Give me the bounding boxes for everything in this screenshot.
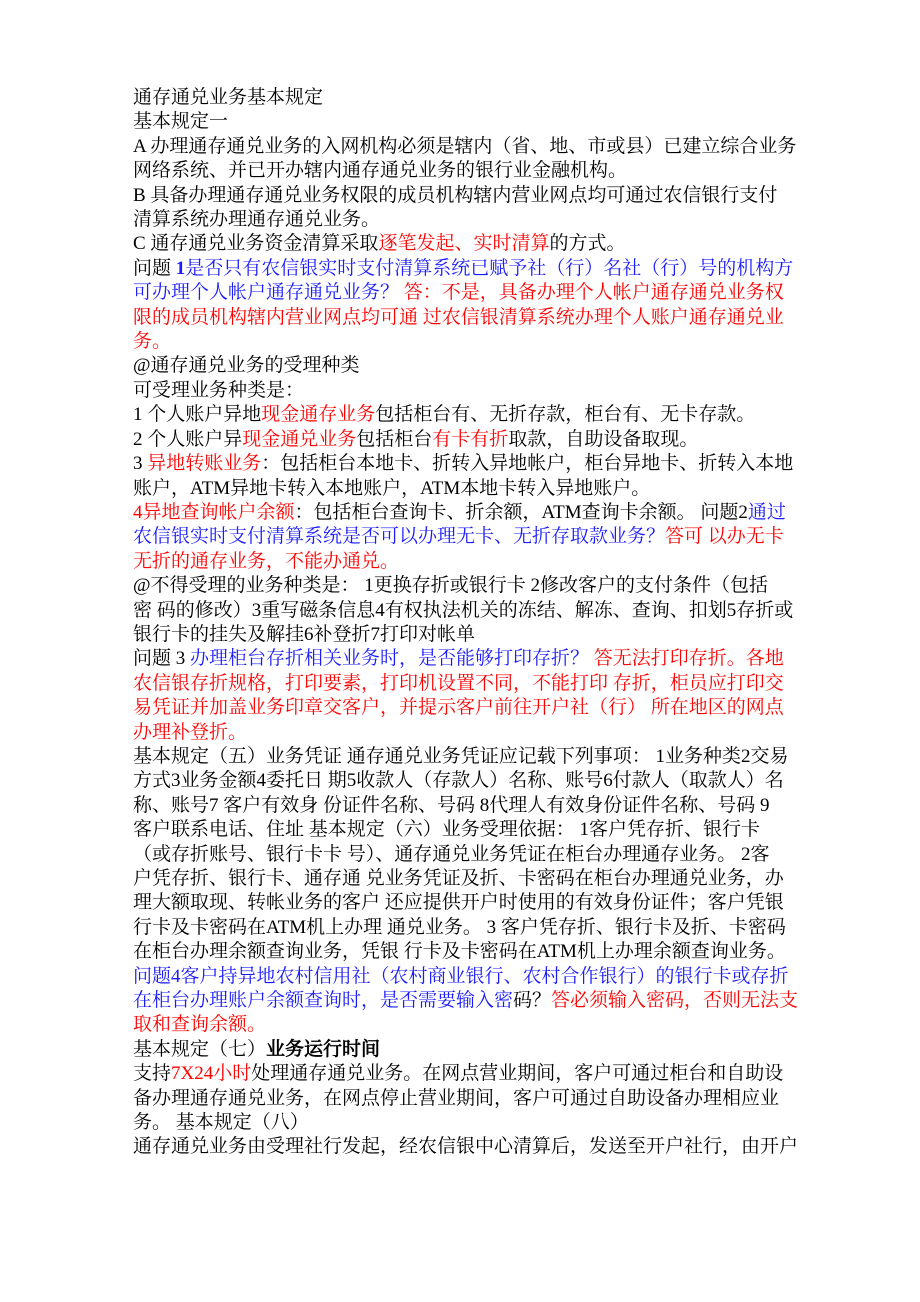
text-run: 务。 基本规定（八）	[133, 1112, 309, 1134]
text-line	[133, 232, 801, 256]
text-run: 问题4客户持异地农村信用社（农村商业银行、农村合作银行）的银行卡或存折	[133, 965, 789, 987]
text-run: A 办理通存通兑业务的入网机构必须是辖内（省、地、市或县）已建立综合业务	[133, 135, 797, 157]
text-run: 答可 以办无卡	[665, 526, 784, 548]
text-run: 4	[133, 501, 143, 523]
text-run: 2 个人账户异	[133, 428, 243, 450]
text-run: 包括柜台	[356, 428, 433, 450]
text-run: 农信银存折规格，打印要素，打印机设置不同，不能打印 存折，柜员应打印交	[133, 672, 784, 694]
text-run: 的方式。	[549, 233, 626, 255]
text-line	[133, 1013, 801, 1037]
text-run: 答无法打印存折。各地	[589, 648, 784, 670]
text-run: @不得受理的业务种类是： 1更换存折或银行卡 2修改客户的支付条件（包括	[133, 575, 768, 597]
text-run: 网络系统、并已开办辖内通存通兑业务的银行业金融机构。	[133, 160, 628, 182]
text-line	[133, 86, 801, 110]
text-run: 方式3业务金额4委托日 期5收款人（存款人）名称、账号6付款人（取款人）名	[133, 770, 784, 792]
text-line	[133, 525, 801, 549]
text-line	[133, 696, 801, 720]
text-run: 是否只有农信银实时支付清算系统已赋予社（行）名社（行）号的机构方	[185, 257, 794, 279]
text-line	[133, 989, 801, 1013]
text-line	[133, 599, 801, 623]
document-body	[133, 86, 801, 1160]
text-line	[133, 721, 801, 745]
text-line	[133, 354, 801, 378]
text-run: 在柜台办理余额查询业务，凭银 行卡及卡密码在ATM机上办理余额查询业务。	[133, 941, 786, 963]
text-line	[133, 208, 801, 232]
text-run: 问题	[133, 257, 176, 279]
text-run: 务。	[133, 331, 172, 353]
text-run: 可受理业务种类是：	[133, 379, 305, 401]
text-run: 3	[133, 453, 148, 475]
text-run: 异地查询帐户余额	[142, 501, 295, 523]
text-line	[133, 794, 801, 818]
text-run: 问题 3	[133, 648, 191, 670]
text-run: 取和查询余额。	[133, 1014, 267, 1036]
text-line	[133, 281, 801, 305]
text-line	[133, 330, 801, 354]
text-line	[133, 477, 801, 501]
text-run: 清算系统办理通存通兑业务。	[133, 209, 381, 231]
text-run: 基本规定（七）	[133, 1038, 267, 1060]
text-run: 通过	[747, 501, 786, 523]
text-run: 码？	[513, 990, 552, 1012]
text-run: 限的成员机构辖内营业网点均可通 过农信银清算系统办理个人账户通存通兑业	[133, 306, 784, 328]
text-line	[133, 769, 801, 793]
text-run: 支持	[133, 1063, 172, 1085]
text-run: B 具备办理通存通兑业务权限的成员机构辖内营业网点均可通过农信银行支付	[133, 184, 778, 206]
text-run: 理大额取现、转帐业务的客户 还应提供开户时使用的有效身份证件；客户凭银	[133, 892, 784, 914]
text-line	[133, 1062, 801, 1086]
text-run: 业务运行时间	[266, 1038, 381, 1060]
text-run: 答：不是，具备办理个人帐户通存通兑业务权	[399, 282, 784, 304]
text-line	[133, 550, 801, 574]
text-run: 户凭存折、银行卡、通存通 兑业务凭证及折、卡密码在柜台办理通兑业务，办	[133, 868, 784, 889]
text-run: 办理补登折。	[133, 721, 248, 743]
text-line	[133, 574, 801, 598]
text-run: 备办理通存通兑业务，在网点停止营业期间，客户可通过自助设备办理相应业	[133, 1087, 780, 1109]
text-run: 客户联系电话、住址 基本规定（六）业务受理依据： 1客户凭存折、银行卡	[133, 819, 761, 841]
text-line	[133, 110, 801, 134]
text-run: 基本规定一	[133, 111, 229, 133]
text-line	[133, 452, 801, 476]
text-run: 处理通存通兑业务。在网点营业期间，客户可通过柜台和自助设	[251, 1063, 784, 1085]
text-run: 现金通存业务	[261, 404, 376, 426]
text-line	[133, 965, 801, 989]
text-line	[133, 159, 801, 183]
text-line	[133, 306, 801, 330]
text-line	[133, 1087, 801, 1111]
text-run: 密 码的修改）3重写磁条信息4有权执法机关的冻结、解冻、查询、扣划5存折或	[133, 599, 794, 621]
text-line	[133, 403, 801, 427]
text-line	[133, 745, 801, 769]
text-run: @通存通兑业务的受理种类	[133, 355, 360, 377]
text-run: 基本规定（五）业务凭证 通存通兑业务凭证应记载下列事项： 1业务种类2交易	[133, 745, 789, 767]
text-run: C 通存通兑业务资金清算采取	[133, 233, 379, 255]
text-run: 现金通兑业务	[242, 428, 357, 450]
text-line	[133, 501, 801, 525]
text-run: 有卡有折	[432, 428, 509, 450]
text-run: 农信银实时支付清算系统是否可以办理无卡、无折存取款业务？	[133, 526, 666, 548]
text-run: 银行卡的挂失及解挂6补登折7打印对帐单	[133, 623, 476, 645]
text-run: 在柜台办理账户余额查询时，是否需要输入密	[133, 990, 514, 1012]
text-line	[133, 428, 801, 452]
text-line	[133, 257, 801, 281]
text-run: 异地转账业务	[147, 453, 262, 475]
text-line	[133, 379, 801, 403]
text-run: 包括柜台有、无折存款，柜台有、无卡存款。	[375, 404, 756, 426]
text-line	[133, 891, 801, 915]
text-run: 答必须输入密码，否则无法支	[551, 990, 799, 1012]
text-run: 行卡及卡密码在ATM机上办理 通兑业务。 3 客户凭存折、银行卡及折、卡密码	[133, 916, 786, 938]
text-run: 可办理个人帐户通存通兑业务？	[133, 282, 400, 304]
text-run: 账户，ATM异地卡转入本地账户，ATM本地卡转入异地账户。	[133, 477, 651, 499]
text-run: 通存通兑业务由受理社行发起，经农信银中心清算后，发送至开户社行，由开户	[133, 1136, 799, 1158]
text-line	[133, 818, 801, 842]
text-line	[133, 867, 801, 891]
text-line	[133, 1038, 801, 1062]
text-run: 取款，自助设备取现。	[508, 428, 699, 450]
text-line	[133, 647, 801, 671]
text-run: ：包括柜台本地卡、折转入异地帐户，柜台异地卡、折转入本地	[261, 453, 794, 475]
text-line	[133, 672, 801, 696]
text-line	[133, 940, 801, 964]
text-line	[133, 843, 801, 867]
text-run: 无折的通存业务，不能办通兑。	[133, 550, 400, 572]
text-run: ：包括柜台查询卡、折余额，ATM查询卡余额。 问题2	[294, 501, 748, 523]
text-run: 称、账号7 客户有效身 份证件名称、号码 8代理人有效身份证件名称、号码 9	[133, 794, 770, 816]
text-run: 1 个人账户异地	[133, 404, 262, 426]
text-line	[133, 1111, 801, 1135]
text-run: 通存通兑业务基本规定	[133, 87, 324, 108]
text-line	[133, 184, 801, 208]
text-run: 1	[175, 257, 186, 279]
text-run: 逐笔发起、实时清算	[378, 233, 550, 255]
text-line	[133, 623, 801, 647]
text-line	[133, 1135, 801, 1159]
text-run: 7X24小时	[171, 1063, 252, 1085]
text-run: 办理柜台存折相关业务时，是否能够打印存折？	[190, 648, 590, 670]
text-run: 易凭证并加盖业务印章交客户，并提示客户前往开户社（行） 所在地区的网点	[133, 697, 784, 719]
text-run: （或存折账号、银行卡卡 号）、通存通兑业务凭证在柜台办理通存业务。 2客	[133, 843, 770, 865]
text-line	[133, 135, 801, 159]
text-line	[133, 916, 801, 940]
